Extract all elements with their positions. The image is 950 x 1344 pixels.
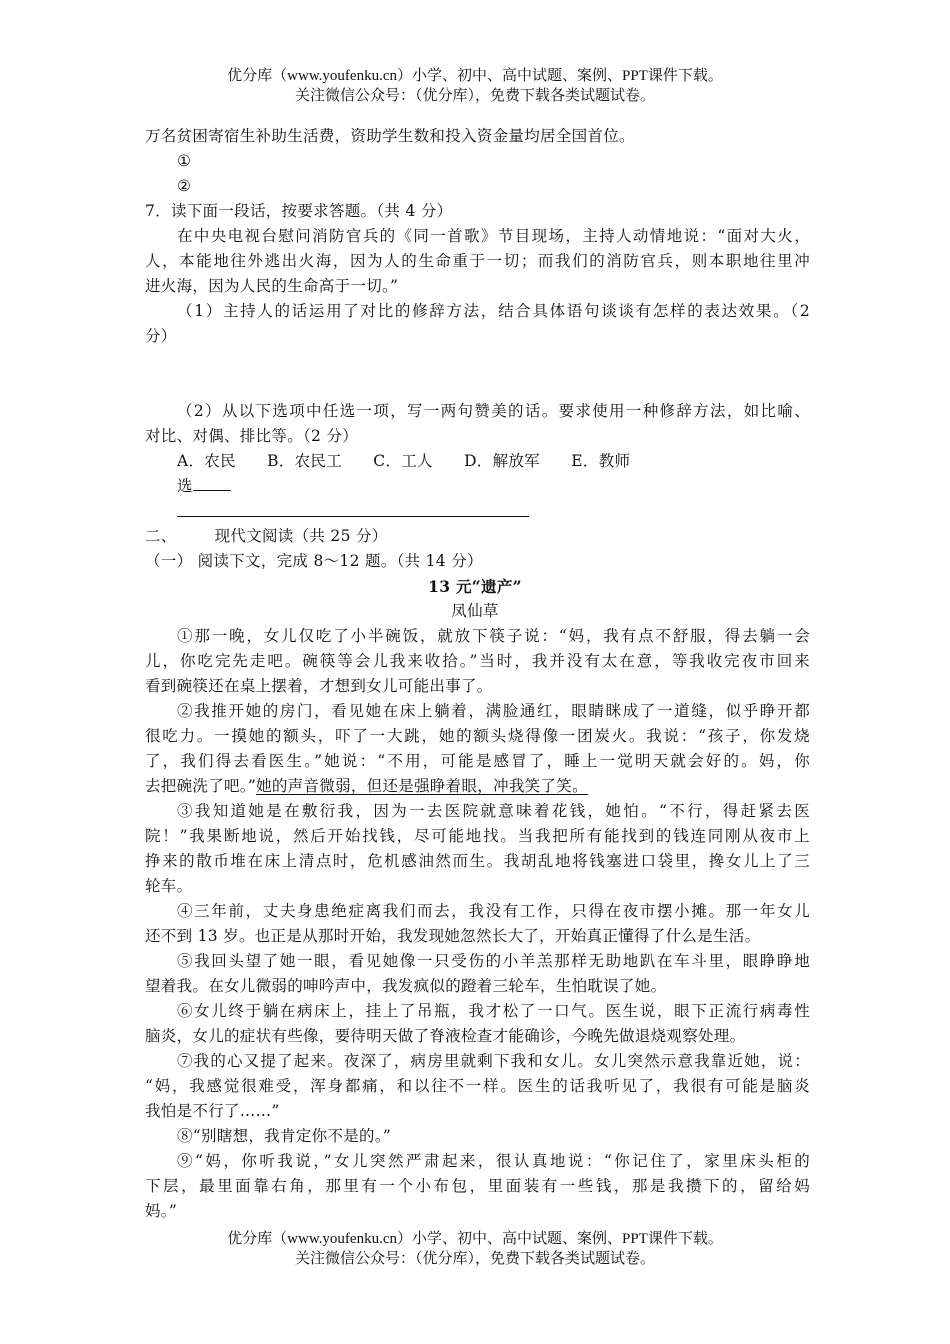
p3-line-2: 院！”我果断地说，然后开始找钱，尽可能地找。当我把所有能找到的钱连同刚从夜市上	[145, 827, 810, 845]
q6-answer-mark-2: ②	[177, 177, 192, 195]
q6-tail-text: 万名贫困寄宿生补助生活费，资助学生数和投入资金量均居全国首位。	[145, 127, 635, 145]
p2-underlined-sentence: 她的声音微弱，但还是强睁着眼，冲我笑了笑。	[256, 777, 588, 795]
p9-line-3: 妈。”	[145, 1202, 178, 1220]
p5-line-2: 望着我。在女儿微弱的呻吟声中，我发疯似的蹬着三轮车，生怕耽误了她。	[145, 977, 667, 995]
part2-heading	[145, 524, 810, 549]
answer-line	[177, 516, 529, 517]
p3-line-3: 挣来的散币堆在床上清点时，危机感油然而生。我胡乱地将钱塞进口袋里，搀女儿上了三	[145, 852, 810, 870]
p2-line-4	[145, 774, 810, 799]
p7-line-3: 我怕是不行了……”	[145, 1102, 280, 1120]
header-line-1: 优分库（www.youfenku.cn）小学、初中、高中试题、案例、PPT课件下载。	[227, 68, 723, 84]
q7-select-label: 选	[177, 477, 193, 495]
part2-heading-num: 二、	[145, 527, 177, 545]
q7-title: 7．读下面一段话，按要求答题。（共 4 分）	[145, 202, 453, 220]
q7-sub2-line-1: （2）从以下选项中任选一项，写一两句赞美的话。要求使用一种修辞方法，如比喻、	[177, 402, 810, 420]
p1-line-3: 看到碗筷还在桌上摆着，才想到女儿可能出事了。	[145, 677, 493, 695]
q7-sub1-line-1: （1）主持人的话运用了对比的修辞方法，结合具体语句谈谈有怎样的表达效果。（2	[177, 302, 810, 320]
p9-line-2: 下层，最里面靠右角，那里有一个小布包，里面装有一些钱，那是我攒下的，留给妈	[145, 1177, 810, 1195]
q7-passage-line-2: 人，本能地往外逃出火海，因为人的生命重于一切；而我们的消防官兵，则本职地往里冲	[145, 252, 810, 270]
p2-line-2: 很吃力。一摸她的额头，吓了一大跳，她的额头烧得像一团炭火。我说：“孩子，你发烧	[145, 727, 810, 745]
q7-select-row	[177, 474, 810, 499]
part2-subheading: （一） 阅读下文，完成 8～12 题。（共 14 分）	[145, 552, 483, 570]
q7-select-blank[interactable]	[193, 474, 231, 491]
q7-sub1-line-2: 分）	[145, 327, 177, 345]
p5-line-1: ⑤我回头望了她一眼，看见她像一只受伤的小羊羔那样无助地趴在车斗里，眼睁睁地	[177, 952, 810, 970]
p2-line-1: ②我推开她的房门，看见她在床上躺着，满脸通红，眼睛眯成了一道缝，似乎睁开都	[177, 702, 810, 720]
p6-line-1: ⑥女儿终于躺在病床上，挂上了吊瓶，我才松了一口气。医生说，眼下正流行病毒性	[177, 1002, 810, 1020]
q7-passage-line-3: 进火海，因为人民的生命高于一切。”	[145, 277, 399, 295]
q7-option-d: D．解放军	[464, 452, 540, 470]
q7-passage-line-1: 在中央电视台慰问消防官兵的《同一首歌》节目现场，主持人动情地说：“面对大火，	[177, 227, 810, 245]
p9-line-1: ⑨“妈，你听我说，”女儿突然严肃起来，很认真地说：“你记住了，家里床头柜的	[177, 1152, 810, 1170]
p3-line-4: 轮车。	[145, 877, 193, 895]
p2-line-3: 了，我们得去看医生。”她说：“不用，可能是感冒了，睡上一觉明天就会好的。妈，你	[145, 752, 810, 770]
header-line-2: 关注微信公众号：（优分库），免费下载各类试题试卷。	[294, 88, 655, 104]
q7-option-e: E．教师	[571, 452, 631, 470]
p7-line-2: “妈，我感觉很难受，浑身都痛，和以往不一样。医生的话我听见了，我很有可能是脑炎	[145, 1077, 810, 1095]
p1-line-2: 儿，你吃完先走吧。碗筷等会儿我来收拾。”当时，我并没有太在意，等我收完夜市回来	[145, 652, 810, 670]
q7-option-c: C．工人	[373, 452, 433, 470]
p1-line-1: ①那一晚，女儿仅吃了小半碗饭，就放下筷子说：“妈，我有点不舒服，得去躺一会	[177, 627, 810, 645]
p6-line-2: 脑炎，女儿的症状有些像，要待明天做了脊液检查才能确诊，今晚先做退烧观察处理。	[145, 1027, 746, 1045]
p4-line-2: 还不到 13 岁。也正是从那时开始，我发现她忽然长大了，开始真正懂得了什么是生活。	[145, 927, 761, 945]
p4-line-1: ④三年前，丈夫身患绝症离我们而去，我没有工作，只得在夜市摆小摊。那一年女儿	[177, 902, 810, 920]
p7-line-1: ⑦我的心又提了起来。夜深了，病房里就剩下我和女儿。女儿突然示意我靠近她，说：	[177, 1052, 810, 1070]
p2-last-plain: 去把碗洗了吧。”	[145, 777, 257, 795]
q7-options	[177, 449, 810, 474]
q6-answer-mark-1: ①	[177, 152, 192, 170]
footer-line-1: 优分库（www.youfenku.cn）小学、初中、高中试题、案例、PPT课件下载。	[227, 1231, 723, 1247]
article-title: 13 元“遗产”	[428, 577, 522, 596]
p3-line-1: ③我知道她是在敷衍我，因为一去医院就意味着花钱，她怕。“不行，得赶紧去医	[177, 802, 810, 820]
part2-heading-text: 现代文阅读（共 25 分）	[214, 527, 388, 545]
q7-option-b: B．农民工	[267, 452, 343, 470]
q7-option-a: A．农民	[177, 452, 236, 470]
footer-line-2: 关注微信公众号：（优分库），免费下载各类试题试卷。	[294, 1251, 655, 1267]
p8-line-1: ⑧“别瞎想，我肯定你不是的。”	[177, 1127, 392, 1145]
q7-sub2-line-2: 对比、对偶、排比等。（2 分）	[145, 427, 359, 445]
article-author: 凤仙草	[451, 602, 499, 620]
